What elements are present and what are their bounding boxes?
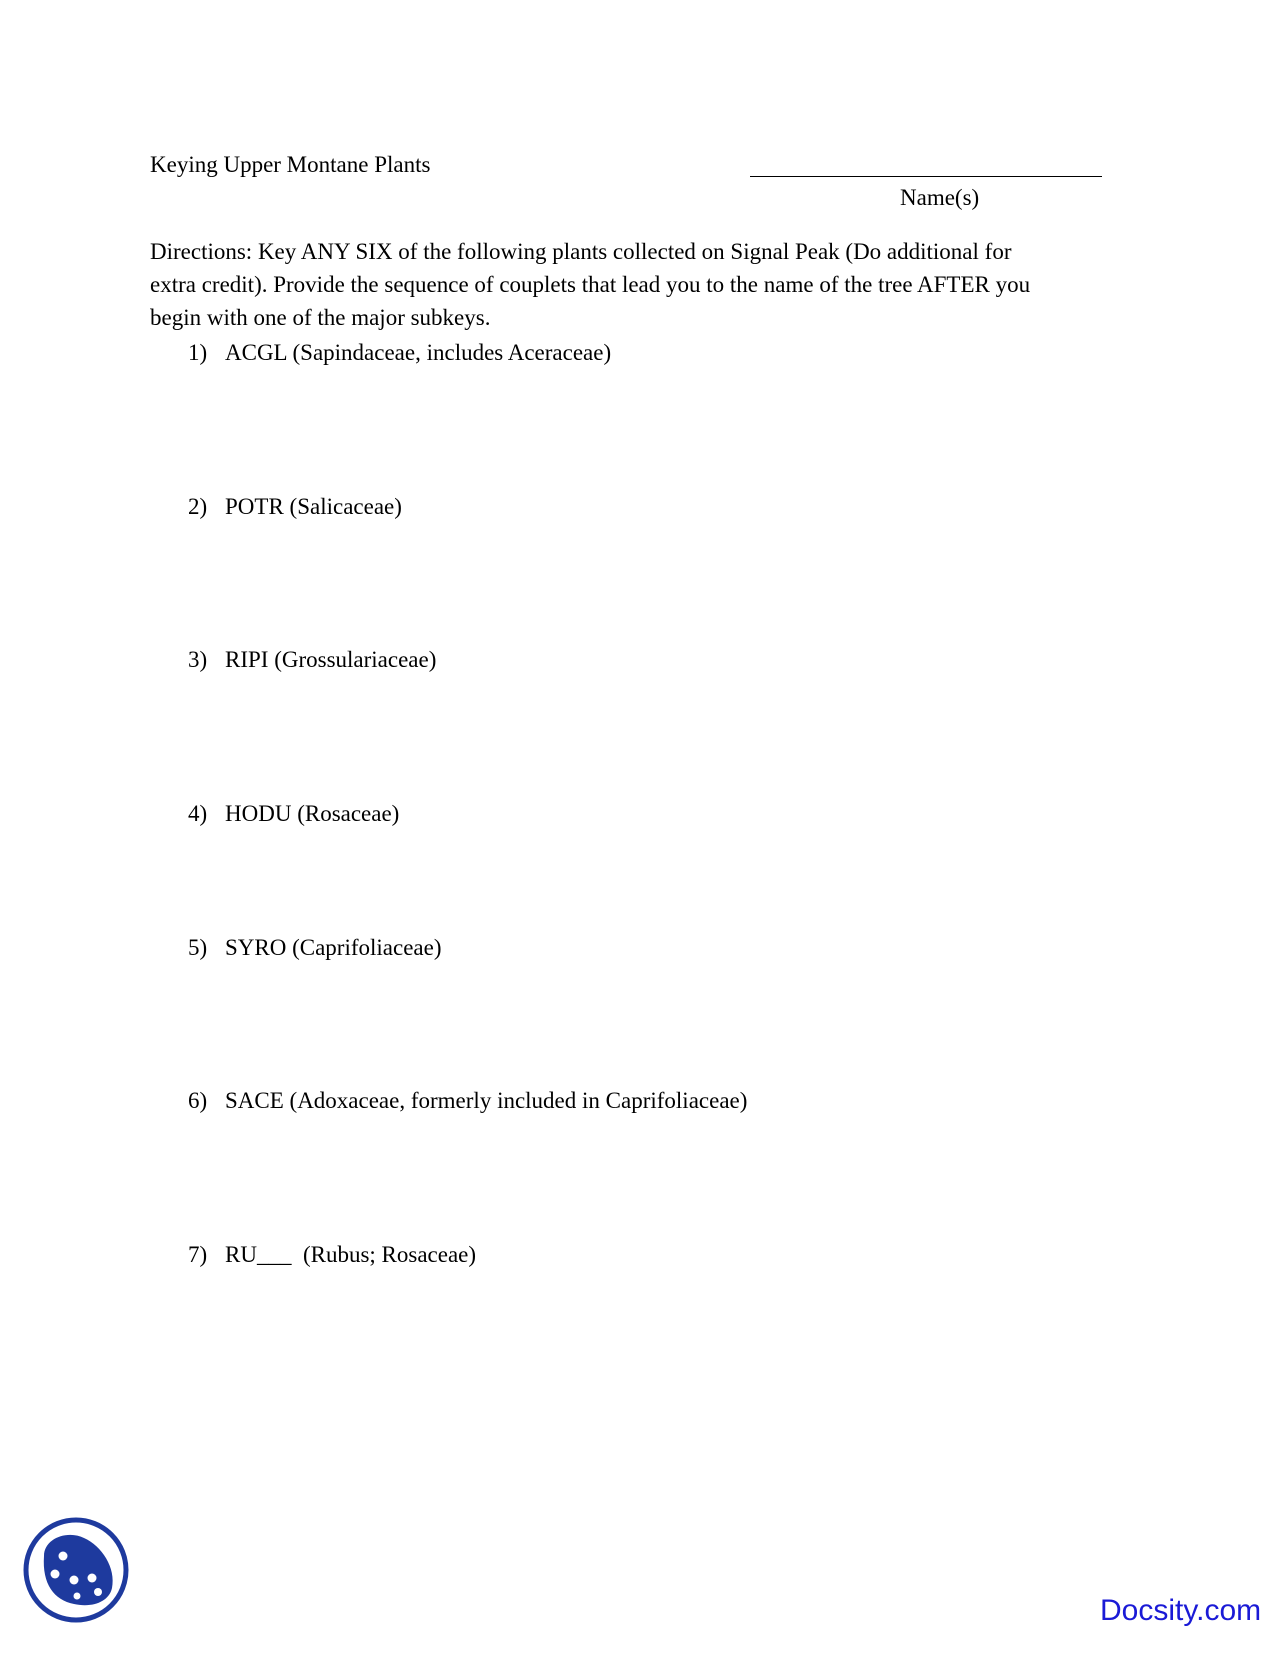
- document-title: Keying Upper Montane Plants: [150, 152, 431, 177]
- plant-number: 4): [188, 801, 208, 826]
- plant-text: SACE (Adoxaceae, formerly included in Caprifoliaceae): [225, 1088, 748, 1113]
- plant-text: ACGL (Sapindaceae, includes Aceraceae): [225, 340, 612, 365]
- docsity-logo-icon[interactable]: [22, 1516, 130, 1624]
- plant-item-4: [188, 799, 399, 829]
- name-label: Name(s): [900, 185, 980, 210]
- directions-paragraph: [150, 235, 1130, 334]
- plant-text: RIPI (Grossulariaceae): [225, 647, 437, 672]
- plant-item-1: [188, 338, 611, 368]
- plant-number: 1): [188, 340, 208, 365]
- docsity-brand-link[interactable]: Docsity.com: [1100, 1594, 1262, 1627]
- directions-line: Directions: Key ANY SIX of the following plants collected on Signal Peak (Do additional for: [150, 239, 1012, 264]
- plant-number: 5): [188, 935, 208, 960]
- plant-number: 2): [188, 494, 208, 519]
- plant-number: 3): [188, 647, 208, 672]
- plant-item-5: [188, 933, 442, 963]
- plant-text: POTR (Salicaceae): [225, 494, 402, 519]
- name-entry-line: [750, 176, 1102, 177]
- plant-item-7: [188, 1240, 476, 1270]
- plant-item-3: [188, 645, 436, 675]
- plant-text: HODU (Rosaceae): [225, 801, 400, 826]
- plant-item-6: [188, 1086, 747, 1116]
- plant-item-2: [188, 492, 402, 522]
- plant-text: SYRO (Caprifoliaceae): [225, 935, 442, 960]
- plant-number: 6): [188, 1088, 208, 1113]
- plant-number: 7): [188, 1242, 208, 1267]
- directions-line: extra credit). Provide the sequence of couplets that lead you to the name of the tree AFTER you: [150, 272, 1031, 297]
- directions-line: begin with one of the major subkeys.: [150, 305, 491, 330]
- plant-text: RU___ (Rubus; Rosaceae): [225, 1242, 477, 1267]
